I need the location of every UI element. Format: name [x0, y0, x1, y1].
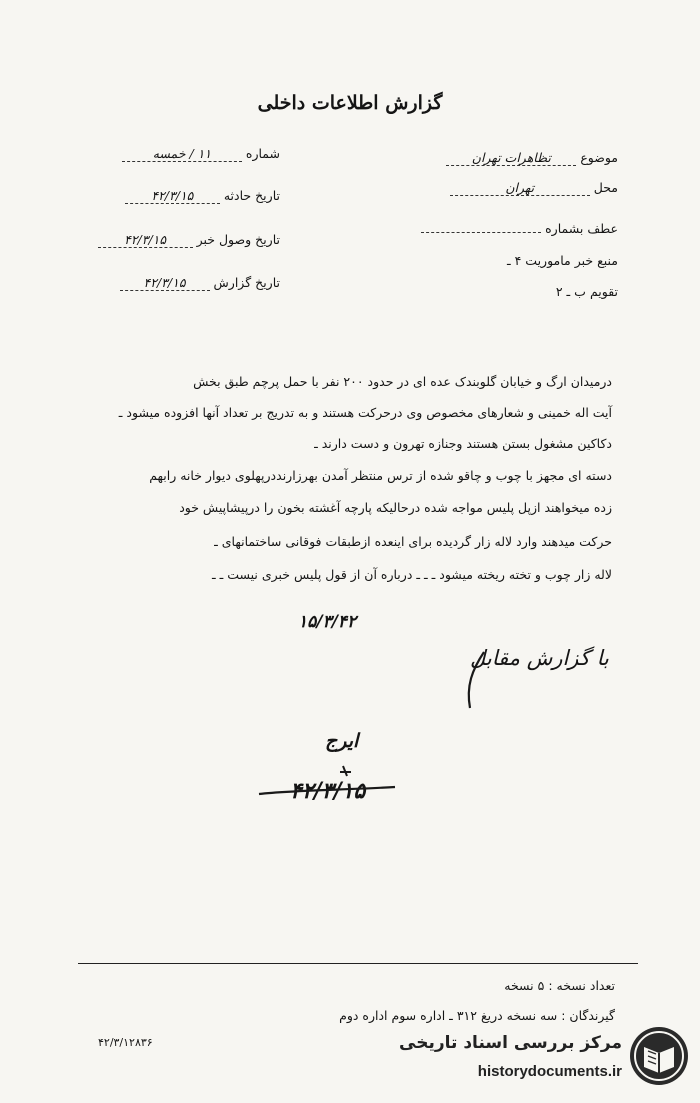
field-location-value: تهران	[450, 180, 590, 196]
field-incident-date	[95, 188, 280, 204]
watermark-name: مرکز بررسی اسناد تاریخی	[399, 1033, 622, 1053]
field-source	[428, 253, 618, 268]
field-receipt-date	[78, 232, 280, 248]
copies-value: ۵ نسخه	[504, 978, 545, 993]
footer-reference: ۴۲/۳/۱۲۸۳۶	[98, 1036, 153, 1049]
watermark	[400, 1011, 700, 1103]
book-logo-icon	[628, 1025, 690, 1087]
field-report-date	[90, 275, 280, 291]
field-source-label: منبع خبر	[574, 253, 618, 268]
field-subject-label: موضوع	[580, 150, 618, 165]
field-number-label: شماره	[245, 146, 280, 161]
field-subject	[428, 150, 618, 166]
signature-stroke	[462, 650, 492, 712]
field-incident-date-label: تاریخ حادثه	[223, 188, 280, 203]
body-line: لاله زار چوب و تخته ریخته میشود ـ ـ ـ درباره آن از قول پلیس خبری نیست ـ ـ	[211, 567, 612, 582]
field-calendar-label: تقویم	[589, 284, 618, 299]
footer-divider	[78, 963, 638, 964]
field-reference	[428, 218, 618, 236]
field-receipt-date-value: ۴۲/۳/۱۵	[98, 232, 193, 248]
field-location	[428, 180, 618, 196]
field-source-value: ماموریت ۴ ـ	[506, 253, 571, 268]
body-line: زده میخواهند ازپل پلیس مواجه شده درحالیکه پارچه آغشته بخون را درپیشاپیش خود	[179, 500, 612, 515]
stamp-date: ۴۲/۳/۱۵	[290, 778, 366, 804]
field-location-label: محل	[593, 180, 618, 195]
body-line: دکاکین مشغول بستن هستند وجنازه تهرون و دست دارند ـ	[314, 436, 612, 451]
body-line: آیت اله خمینی و شعارهای مخصوص وی درحرکت هستند و به تدریج بر تعداد آنها افزوده میشود ـ	[118, 405, 612, 420]
field-incident-date-value: ۴۲/۳/۱۵	[125, 188, 220, 204]
recipients-value: سه نسخه دریغ ۳۱۲ ـ اداره سوم اداره دوم	[339, 1008, 558, 1023]
copies-field	[504, 978, 615, 993]
watermark-url: historydocuments.ir	[477, 1063, 622, 1080]
field-calendar-value: ب ـ ۲	[555, 284, 586, 299]
signature-flourish	[255, 760, 405, 810]
recipients-label: گیرندگان :	[561, 1008, 615, 1023]
field-number-value: ۱۱ / خمسه	[122, 146, 242, 162]
handwritten-date: ۱۵/۳/۴۲	[298, 612, 357, 632]
copies-label: تعداد نسخه :	[548, 978, 615, 993]
field-reference-label: عطف بشماره	[545, 221, 618, 236]
field-reference-value	[421, 218, 541, 233]
initials-signature: ایرج	[325, 730, 359, 752]
field-report-date-label: تاریخ گزارش	[213, 275, 280, 290]
report-title: گزارش اطلاعات داخلی	[257, 92, 443, 114]
body-line: دسته ای مجهز با چوب و چاقو شده از ترس منتظر آمدن بهرزارنددرپهلوی دیوار خانه رابهم	[149, 468, 612, 483]
field-calendar	[428, 284, 618, 299]
body-line: حرکت میدهند وارد لاله زار گردیده برای اینعده ازطبقات فوقانی ساختمانهای ـ	[214, 534, 612, 549]
handwritten-note: با گزارش مقابل	[470, 646, 609, 670]
body-line: درمیدان ارگ و خیابان گلوبندک عده ای در حدود ۲۰۰ نفر با حمل پرچم طبق بخش	[193, 374, 612, 389]
field-subject-value: تظاهرات تهران	[446, 150, 576, 166]
field-receipt-date-label: تاریخ وصول خبر	[196, 232, 280, 247]
field-report-date-value: ۴۲/۳/۱۵	[120, 275, 210, 291]
field-number	[95, 146, 280, 162]
